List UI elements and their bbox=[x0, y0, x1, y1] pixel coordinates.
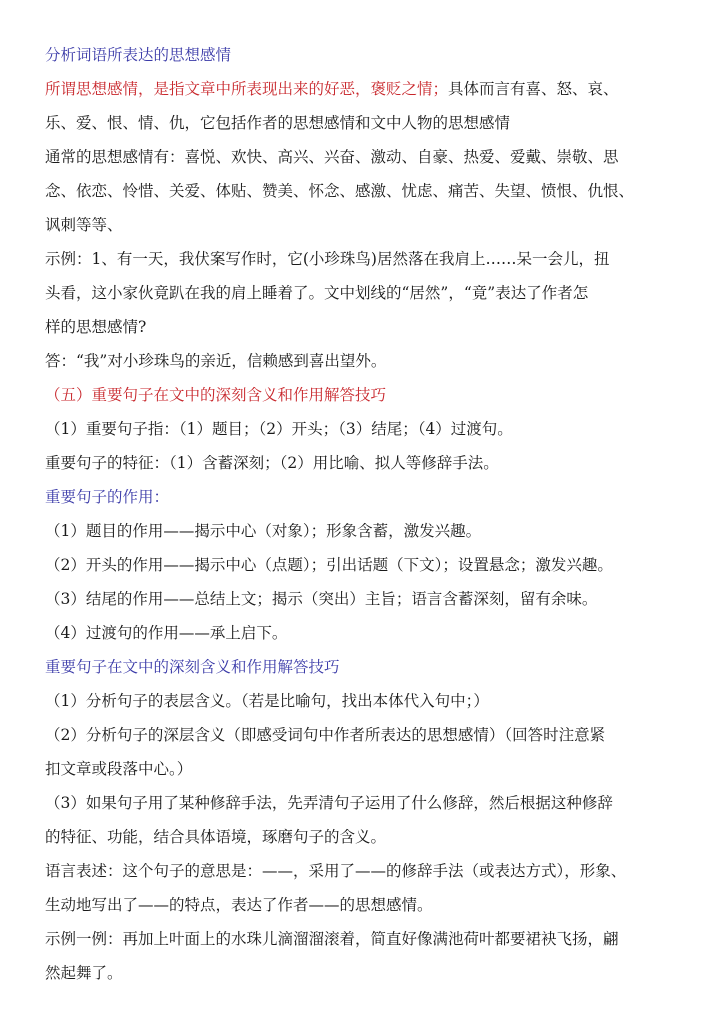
technique-step-3-continued: 的特征、功能，结合具体语境，琢磨句子的含义。 bbox=[45, 828, 387, 846]
expression-template: 语言表述：这个句子的意思是：——，采用了——的修辞手法（或表达方式），形象、 bbox=[45, 862, 627, 880]
function-opening: （2）开头的作用——揭示中心（点题）；引出话题（下文）；设置悬念；激发兴趣。 bbox=[45, 556, 613, 574]
example-line: 示例：1、有一天，我伏案写作时，它(小珍珠鸟)居然落在我肩上……呆一会儿，扭 bbox=[45, 250, 610, 268]
example-line-end: 样的思想感情? bbox=[45, 318, 147, 336]
subheading-answer-technique: 重要句子在文中的深刻含义和作用解答技巧 bbox=[45, 658, 340, 676]
example-line-continued: 头看，这小家伙竟趴在我的肩上睡着了。文中划线的“居然”，“竟”表达了作者怎 bbox=[45, 284, 589, 302]
function-title: （1）题目的作用——揭示中心（对象）；形象含蓄，激发兴趣。 bbox=[45, 522, 482, 540]
definition-line-continued: 乐、爱、恨、情、仇，它包括作者的思想感情和文中人物的思想感情 bbox=[45, 114, 511, 132]
section-heading-sentence-meaning: （五）重要句子在文中的深刻含义和作用解答技巧 bbox=[45, 386, 387, 404]
function-ending: （3）结尾的作用——总结上文；揭示（突出）主旨；语言含蓄深刻，留有余味。 bbox=[45, 590, 598, 608]
text-segment: 具体而言有喜、怒、哀、 bbox=[448, 80, 619, 98]
technique-step-1: （1）分析句子的表层含义。（若是比喻句，找出本体代入句中；） bbox=[45, 692, 489, 710]
example-sentence: 示例一例：再加上叶面上的水珠儿滴溜溜滚着，简直好像满池荷叶都要裙袂飞扬，翩 bbox=[45, 930, 619, 948]
common-emotions-line-continued: 念、依恋、怜惜、关爱、体贴、赞美、怀念、感激、忧虑、痛苦、失望、愤恨、仇恨、 bbox=[45, 182, 635, 200]
answer-line: 答：“我”对小珍珠鸟的亲近，信赖感到喜出望外。 bbox=[45, 352, 387, 370]
important-sentences-types: （1）重要句子指：（1）题目；（2）开头；（3）结尾；（4）过渡句。 bbox=[45, 420, 513, 438]
expression-template-continued: 生动地写出了——的特点，表达了作者——的思想感情。 bbox=[45, 896, 433, 914]
definition-line bbox=[45, 72, 685, 106]
technique-step-3: （3）如果句子用了某种修辞手法，先弄清句子运用了什么修辞，然后根据这种修辞 bbox=[45, 794, 613, 812]
technique-step-2-continued: 扣文章或段落中心。） bbox=[45, 760, 193, 778]
technique-step-2: （2）分析句子的深层含义（即感受词句中作者所表达的思想感情）（回答时注意紧 bbox=[45, 726, 606, 744]
important-sentences-features: 重要句子的特征：（1）含蓄深刻；（2）用比喻、拟人等修辞手法。 bbox=[45, 454, 499, 472]
common-emotions-line-end: 讽刺等等、 bbox=[45, 216, 123, 234]
example-sentence-continued: 然起舞了。 bbox=[45, 964, 123, 982]
document-page bbox=[45, 38, 685, 990]
section-heading-word-emotion: 分析词语所表达的思想感情 bbox=[45, 46, 232, 64]
subheading-sentence-function: 重要句子的作用： bbox=[45, 488, 170, 506]
text-segment: 所谓思想感情，是指文章中所表现出来的好恶，褒贬之情； bbox=[45, 80, 449, 98]
common-emotions-line: 通常的思想感情有：喜悦、欢快、高兴、兴奋、激动、自豪、热爱、爱戴、崇敬、思 bbox=[45, 148, 619, 166]
function-transition: （4）过渡句的作用——承上启下。 bbox=[45, 624, 288, 642]
